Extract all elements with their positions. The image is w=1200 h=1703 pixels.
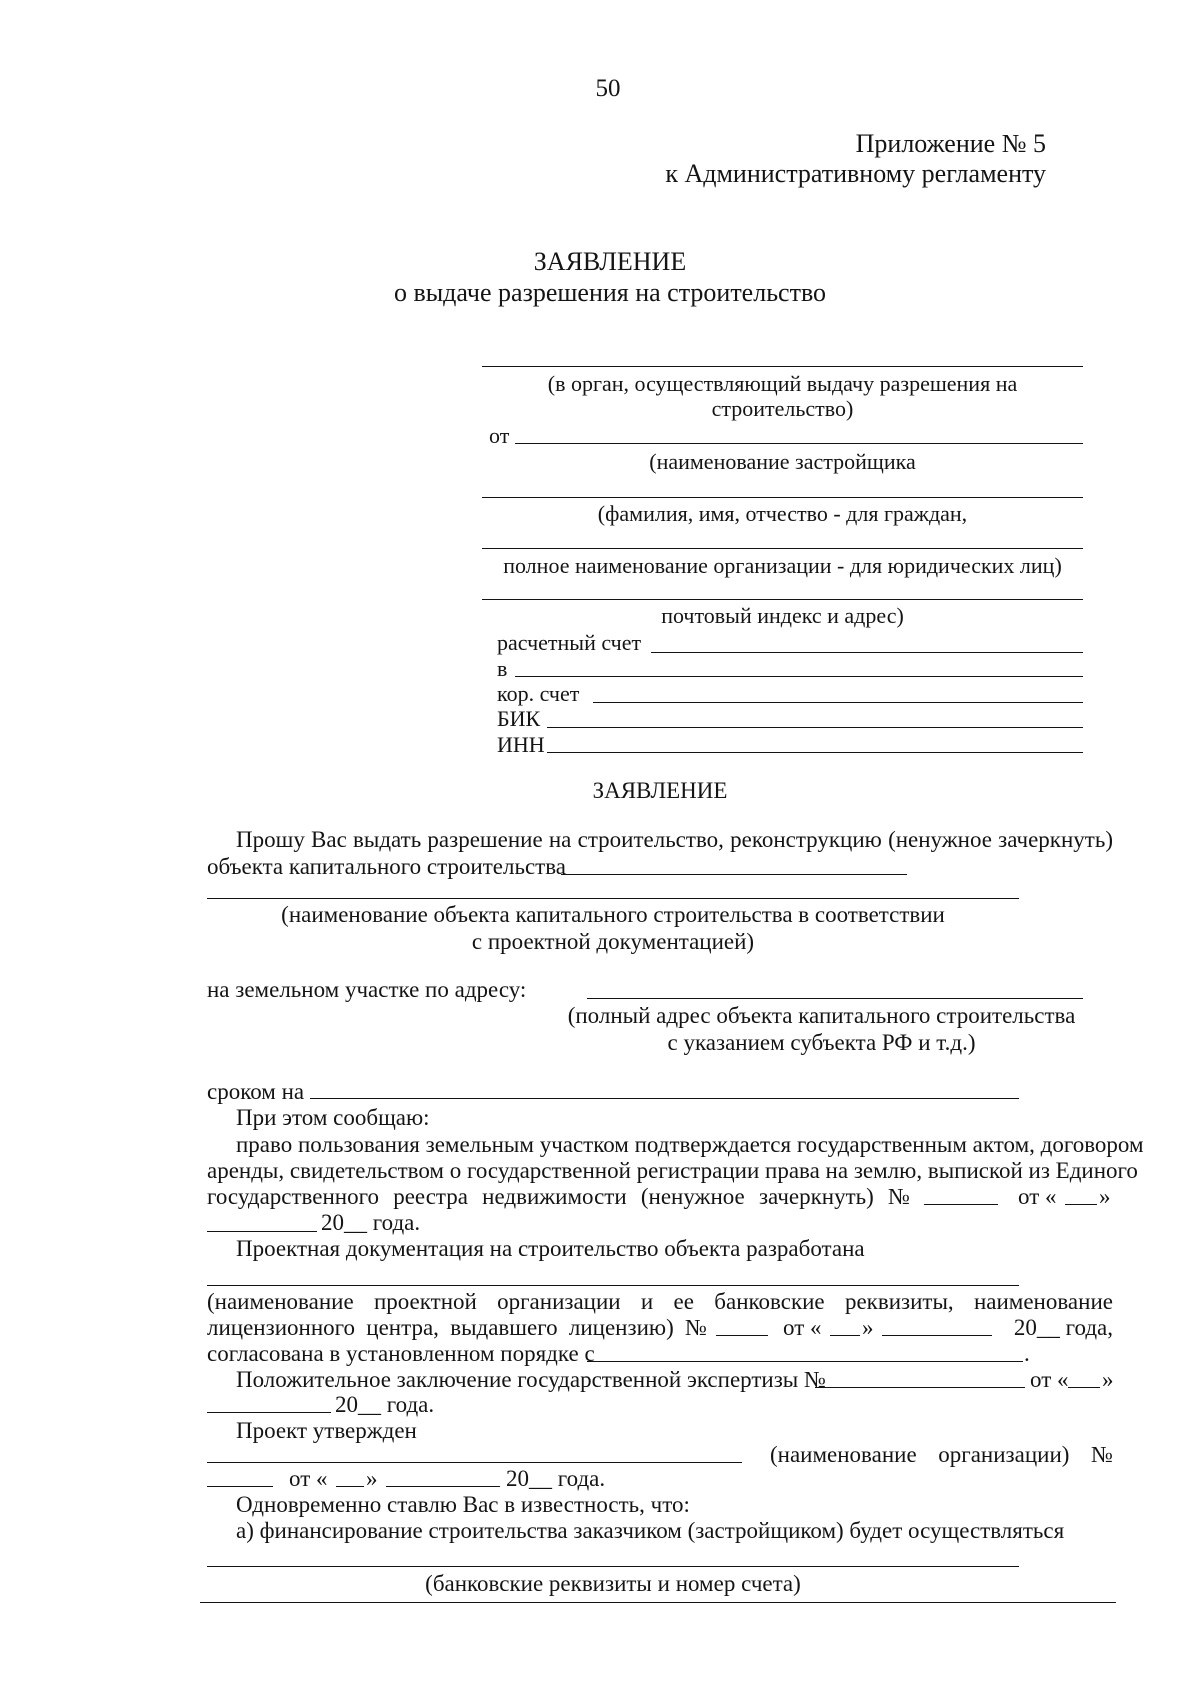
rights3-word: зачеркнуть)	[758, 1184, 874, 1209]
bank-label: в	[497, 656, 508, 681]
from-label: от	[489, 423, 510, 448]
approving-org-hint	[770, 1443, 1113, 1466]
document-subtitle: о выдаче разрешения на строительство	[393, 278, 827, 307]
registry-quote-close: »	[1099, 1184, 1111, 1209]
agreed-text: согласована в установленном порядке с	[207, 1341, 595, 1366]
request-line-2: объекта капитального строительства	[207, 854, 566, 879]
land-address-line[interactable]	[587, 998, 1083, 999]
approved-word: организации)	[938, 1442, 1070, 1467]
license-month-line[interactable]	[882, 1335, 992, 1336]
object-name-line-b[interactable]	[207, 898, 1019, 899]
license-line	[207, 1316, 707, 1339]
approval-from-label: от «	[289, 1466, 328, 1491]
license-word: выдавшего	[450, 1315, 558, 1340]
approved-word: №	[1091, 1442, 1113, 1467]
postal-address-hint: почтовый индекс и адрес)	[661, 603, 904, 628]
license-quote-close: »	[862, 1315, 874, 1340]
license-number-line[interactable]	[716, 1335, 768, 1336]
account-label: расчетный счет	[497, 630, 642, 655]
agreed-period: .	[1024, 1341, 1030, 1366]
org-hint-word: (наименование	[207, 1289, 354, 1314]
document-title: ЗАЯВЛЕНИЕ	[533, 247, 687, 276]
rights3-word: недвижимости	[482, 1184, 627, 1209]
inn-line[interactable]	[547, 752, 1083, 753]
inn-label: ИНН	[497, 732, 545, 757]
org-hint-word: и	[640, 1289, 654, 1314]
rights3-word: государственного	[207, 1184, 379, 1209]
object-name-hint-1: (наименование объекта капитального строительства в соответствии	[281, 902, 945, 927]
land-address-hint-2: с указанием субъекта РФ и т.д.)	[667, 1030, 976, 1055]
bik-line[interactable]	[547, 727, 1083, 728]
expertise-quote-close: »	[1102, 1367, 1114, 1392]
appendix-line-1: Приложение № 5	[855, 129, 1046, 158]
object-name-hint-2: с проектной документацией)	[471, 929, 755, 954]
rights3-word: реестра	[393, 1184, 468, 1209]
bank-details-hint: (банковские реквизиты и номер счета)	[425, 1571, 801, 1596]
org-name-hint: полное наименование организации - для юридических лиц)	[503, 553, 1062, 578]
org-hint-word: проектной	[373, 1289, 477, 1314]
land-address-hint-1: (полный адрес объекта капитального строительства	[567, 1003, 1076, 1028]
term-line[interactable]	[310, 1098, 1019, 1099]
corr-account-line[interactable]	[593, 702, 1083, 703]
license-word: центра,	[366, 1315, 439, 1340]
developer-name-line[interactable]	[515, 443, 1083, 444]
appendix-line-2: к Административному регламенту	[665, 159, 1046, 188]
authority-hint-1: (в орган, осуществляющий выдачу разрешения на	[547, 371, 1018, 396]
bank-line[interactable]	[515, 676, 1083, 677]
agreed-with-line[interactable]	[587, 1361, 1023, 1362]
org-hint-word: реквизиты,	[844, 1289, 954, 1314]
bank-details-line[interactable]	[207, 1566, 1019, 1567]
object-name-line-a[interactable]	[561, 874, 907, 875]
rights-line-3	[207, 1185, 910, 1208]
registry-day-line[interactable]	[1065, 1204, 1097, 1205]
financing-text: а) финансирование строительства заказчиком (застройщиком) будет осуществляться	[236, 1518, 1065, 1543]
registry-number-line[interactable]	[924, 1204, 998, 1205]
expertise-number-line[interactable]	[815, 1387, 1025, 1388]
project-org-hint	[207, 1290, 1113, 1313]
approved-word: (наименование	[770, 1442, 917, 1467]
registry-month-line[interactable]	[207, 1231, 317, 1232]
authority-hint-2: строительство)	[711, 396, 854, 421]
org-hint-word: ее	[673, 1289, 694, 1314]
bottom-rule	[200, 1602, 1116, 1603]
expertise-month-line[interactable]	[207, 1412, 331, 1413]
term-label: сроком на	[207, 1079, 305, 1104]
license-word: лицензию)	[568, 1315, 674, 1340]
postal-address-line[interactable]	[482, 599, 1083, 600]
expertise-text: Положительное заключение государственной экспертизы №	[236, 1367, 826, 1392]
request-line-1: Прошу Вас выдать разрешение на строительство, реконструкцию (ненужное зачеркнуть)	[236, 827, 1113, 852]
expertise-from-label: от «	[1030, 1367, 1069, 1392]
org-hint-word: банковские	[714, 1289, 825, 1314]
license-word: лицензионного	[207, 1315, 355, 1340]
project-doc-text: Проектная документация на строительство объекта разработана	[236, 1236, 865, 1261]
bik-label: БИК	[497, 706, 541, 731]
rights3-word: №	[888, 1184, 910, 1209]
project-approved-text: Проект утвержден	[236, 1418, 417, 1443]
license-from-label: от «	[783, 1315, 822, 1340]
expertise-year: 20__ года.	[335, 1392, 435, 1417]
license-year: 20__ года,	[1013, 1315, 1113, 1340]
org-hint-word: наименование	[973, 1289, 1113, 1314]
inform-text: При этом сообщаю:	[236, 1105, 430, 1130]
org-name-line[interactable]	[482, 548, 1083, 549]
page-number: 50	[595, 75, 621, 102]
land-address-label: на земельном участке по адресу:	[207, 977, 527, 1002]
license-day-line[interactable]	[830, 1335, 860, 1336]
license-word: №	[685, 1315, 707, 1340]
approval-number-line[interactable]	[207, 1486, 273, 1487]
corr-account-label: кор. счет	[497, 681, 580, 706]
fullname-hint: (фамилия, имя, отчество - для граждан,	[597, 501, 968, 526]
registry-year: 20__ года.	[321, 1210, 421, 1235]
simultaneously-text: Одновременно ставлю Вас в известность, что:	[236, 1492, 690, 1517]
rights-line-2: аренды, свидетельством о государственной регистрации права на землю, выпиской из Единого	[207, 1158, 1138, 1183]
fullname-line[interactable]	[482, 497, 1083, 498]
developer-hint: (наименование застройщика	[649, 449, 916, 474]
body-title: ЗАЯВЛЕНИЕ	[592, 778, 728, 803]
rights-line-1: право пользования земельным участком подтверждается государственным актом, договором	[236, 1132, 1144, 1157]
approval-year: 20__ года.	[506, 1466, 606, 1491]
project-org-line[interactable]	[207, 1285, 1019, 1286]
registry-from-label: от «	[1018, 1184, 1057, 1209]
authority-line[interactable]	[482, 366, 1083, 367]
org-hint-word: организации	[497, 1289, 621, 1314]
approval-day-line[interactable]	[336, 1486, 364, 1487]
approval-month-line[interactable]	[386, 1486, 500, 1487]
account-line[interactable]	[651, 652, 1083, 653]
expertise-day-line[interactable]	[1068, 1387, 1100, 1388]
rights3-word: (ненужное	[640, 1184, 745, 1209]
approval-quote-close: »	[366, 1466, 378, 1491]
approving-org-line[interactable]	[207, 1462, 742, 1463]
